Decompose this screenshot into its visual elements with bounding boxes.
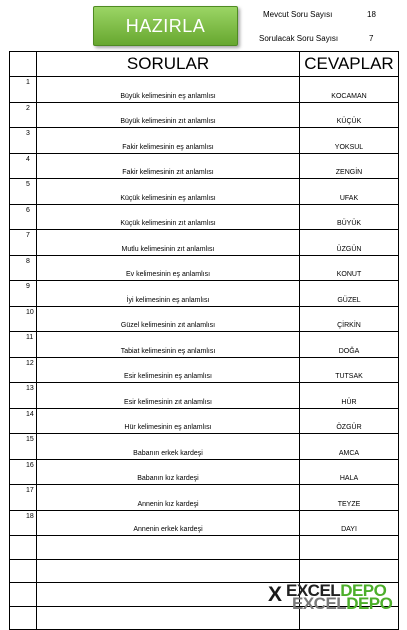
sorulacak-soru-label: Sorulacak Soru Sayısı xyxy=(259,34,339,43)
row-number[interactable]: 11 xyxy=(10,332,37,358)
answer-cell[interactable]: AMCA xyxy=(300,434,399,460)
table-header-row xyxy=(10,52,399,77)
questions-table xyxy=(9,51,399,630)
row-number[interactable]: 16 xyxy=(10,459,37,485)
table-row xyxy=(10,77,399,103)
question-cell[interactable]: Babanın erkek kardeşi xyxy=(37,434,300,460)
table-row xyxy=(10,204,399,230)
empty-cell[interactable] xyxy=(10,583,37,607)
row-number[interactable]: 3 xyxy=(10,128,37,154)
table-row xyxy=(10,128,399,154)
row-number[interactable]: 8 xyxy=(10,255,37,281)
logo-text: EXCELDEPO xyxy=(286,581,387,600)
row-number[interactable]: 14 xyxy=(10,408,37,434)
empty-cell[interactable] xyxy=(300,536,399,560)
question-cell[interactable]: Güzel kelimesinin zıt anlamlısı xyxy=(37,306,300,332)
row-number[interactable]: 18 xyxy=(10,510,37,536)
table-row xyxy=(10,332,399,358)
question-cell[interactable]: Mutlu kelimesinin zıt anlamlısı xyxy=(37,230,300,256)
table-row xyxy=(10,357,399,383)
question-cell[interactable]: Hür kelimesinin eş anlamlısı xyxy=(37,408,300,434)
header-number-cell xyxy=(10,52,37,77)
answer-cell[interactable]: KÜÇÜK xyxy=(300,102,399,128)
sorulacak-soru-value[interactable]: 7 xyxy=(369,34,374,43)
row-number[interactable]: 17 xyxy=(10,485,37,511)
question-cell[interactable]: Küçük kelimesinin eş anlamlısı xyxy=(37,179,300,205)
table-row xyxy=(10,306,399,332)
empty-cell[interactable] xyxy=(37,559,300,583)
question-cell[interactable]: Ev kelimesinin eş anlamlısı xyxy=(37,255,300,281)
question-cell[interactable]: Babanın kız kardeşi xyxy=(37,459,300,485)
empty-cell[interactable] xyxy=(10,606,37,630)
table-row xyxy=(10,510,399,536)
question-cell[interactable]: Büyük kelimesinin eş anlamlısı xyxy=(37,77,300,103)
empty-cell[interactable] xyxy=(37,536,300,560)
header-answers: CEVAPLAR xyxy=(300,52,399,77)
answer-cell[interactable]: ÜZGÜN xyxy=(300,230,399,256)
row-number[interactable]: 15 xyxy=(10,434,37,460)
empty-row xyxy=(10,559,399,583)
question-cell[interactable]: Esir kelimesinin zıt anlamlısı xyxy=(37,383,300,409)
table-row xyxy=(10,255,399,281)
row-number[interactable]: 4 xyxy=(10,153,37,179)
row-number[interactable]: 6 xyxy=(10,204,37,230)
mevcut-soru-label: Mevcut Soru Sayısı xyxy=(263,10,333,19)
table-row xyxy=(10,102,399,128)
answer-cell[interactable]: YOKSUL xyxy=(300,128,399,154)
answer-cell[interactable]: KONUT xyxy=(300,255,399,281)
answer-cell[interactable]: DAYI xyxy=(300,510,399,536)
empty-cell[interactable] xyxy=(300,559,399,583)
table-row xyxy=(10,230,399,256)
table-row xyxy=(10,485,399,511)
empty-cell[interactable] xyxy=(10,536,37,560)
table-row xyxy=(10,179,399,205)
row-number[interactable]: 7 xyxy=(10,230,37,256)
answer-cell[interactable]: GÜZEL xyxy=(300,281,399,307)
row-number[interactable]: 2 xyxy=(10,102,37,128)
logo-x-icon: X xyxy=(268,583,283,606)
table-row xyxy=(10,408,399,434)
question-cell[interactable]: Küçük kelimesinin zıt anlamlısı xyxy=(37,204,300,230)
answer-cell[interactable]: ZENGİN xyxy=(300,153,399,179)
row-number[interactable]: 10 xyxy=(10,306,37,332)
empty-cell[interactable] xyxy=(37,583,300,607)
table-row xyxy=(10,281,399,307)
answer-cell[interactable]: TUTSAK xyxy=(300,357,399,383)
answer-cell[interactable]: DOĞA xyxy=(300,332,399,358)
answer-cell[interactable]: HÜR xyxy=(300,383,399,409)
mevcut-soru-value[interactable]: 18 xyxy=(367,10,376,19)
answer-cell[interactable]: HALA xyxy=(300,459,399,485)
excel-depo-logo xyxy=(268,581,393,612)
row-number[interactable]: 12 xyxy=(10,357,37,383)
question-cell[interactable]: Büyük kelimesinin zıt anlamlısı xyxy=(37,102,300,128)
question-cell[interactable]: Esir kelimesinin eş anlamlısı xyxy=(37,357,300,383)
question-cell[interactable]: Fakir kelimesinin zıt anlamlısı xyxy=(37,153,300,179)
empty-cell[interactable] xyxy=(37,606,300,630)
question-cell[interactable]: Fakir kelimesinin eş anlamlısı xyxy=(37,128,300,154)
row-number[interactable]: 9 xyxy=(10,281,37,307)
question-cell[interactable]: Annenin erkek kardeşi xyxy=(37,510,300,536)
row-number[interactable]: 1 xyxy=(10,77,37,103)
question-cell[interactable]: İyi kelimesinin eş anlamlısı xyxy=(37,281,300,307)
answer-cell[interactable]: BÜYÜK xyxy=(300,204,399,230)
table-row xyxy=(10,459,399,485)
row-number[interactable]: 13 xyxy=(10,383,37,409)
hazirla-button[interactable]: HAZIRLA xyxy=(93,6,238,46)
table-row xyxy=(10,434,399,460)
answer-cell[interactable]: ÖZGÜR xyxy=(300,408,399,434)
empty-cell[interactable] xyxy=(10,559,37,583)
logo-text-reflection: EXCELDEPO xyxy=(292,594,393,613)
table-row xyxy=(10,153,399,179)
question-cell[interactable]: Annenin kız kardeşi xyxy=(37,485,300,511)
answer-cell[interactable]: ÇİRKİN xyxy=(300,306,399,332)
table-row xyxy=(10,383,399,409)
answer-cell[interactable]: KOCAMAN xyxy=(300,77,399,103)
empty-row xyxy=(10,536,399,560)
question-cell[interactable]: Tabiat kelimesinin eş anlamlısı xyxy=(37,332,300,358)
row-number[interactable]: 5 xyxy=(10,179,37,205)
answer-cell[interactable]: UFAK xyxy=(300,179,399,205)
answer-cell[interactable]: TEYZE xyxy=(300,485,399,511)
header-questions: SORULAR xyxy=(37,52,300,77)
